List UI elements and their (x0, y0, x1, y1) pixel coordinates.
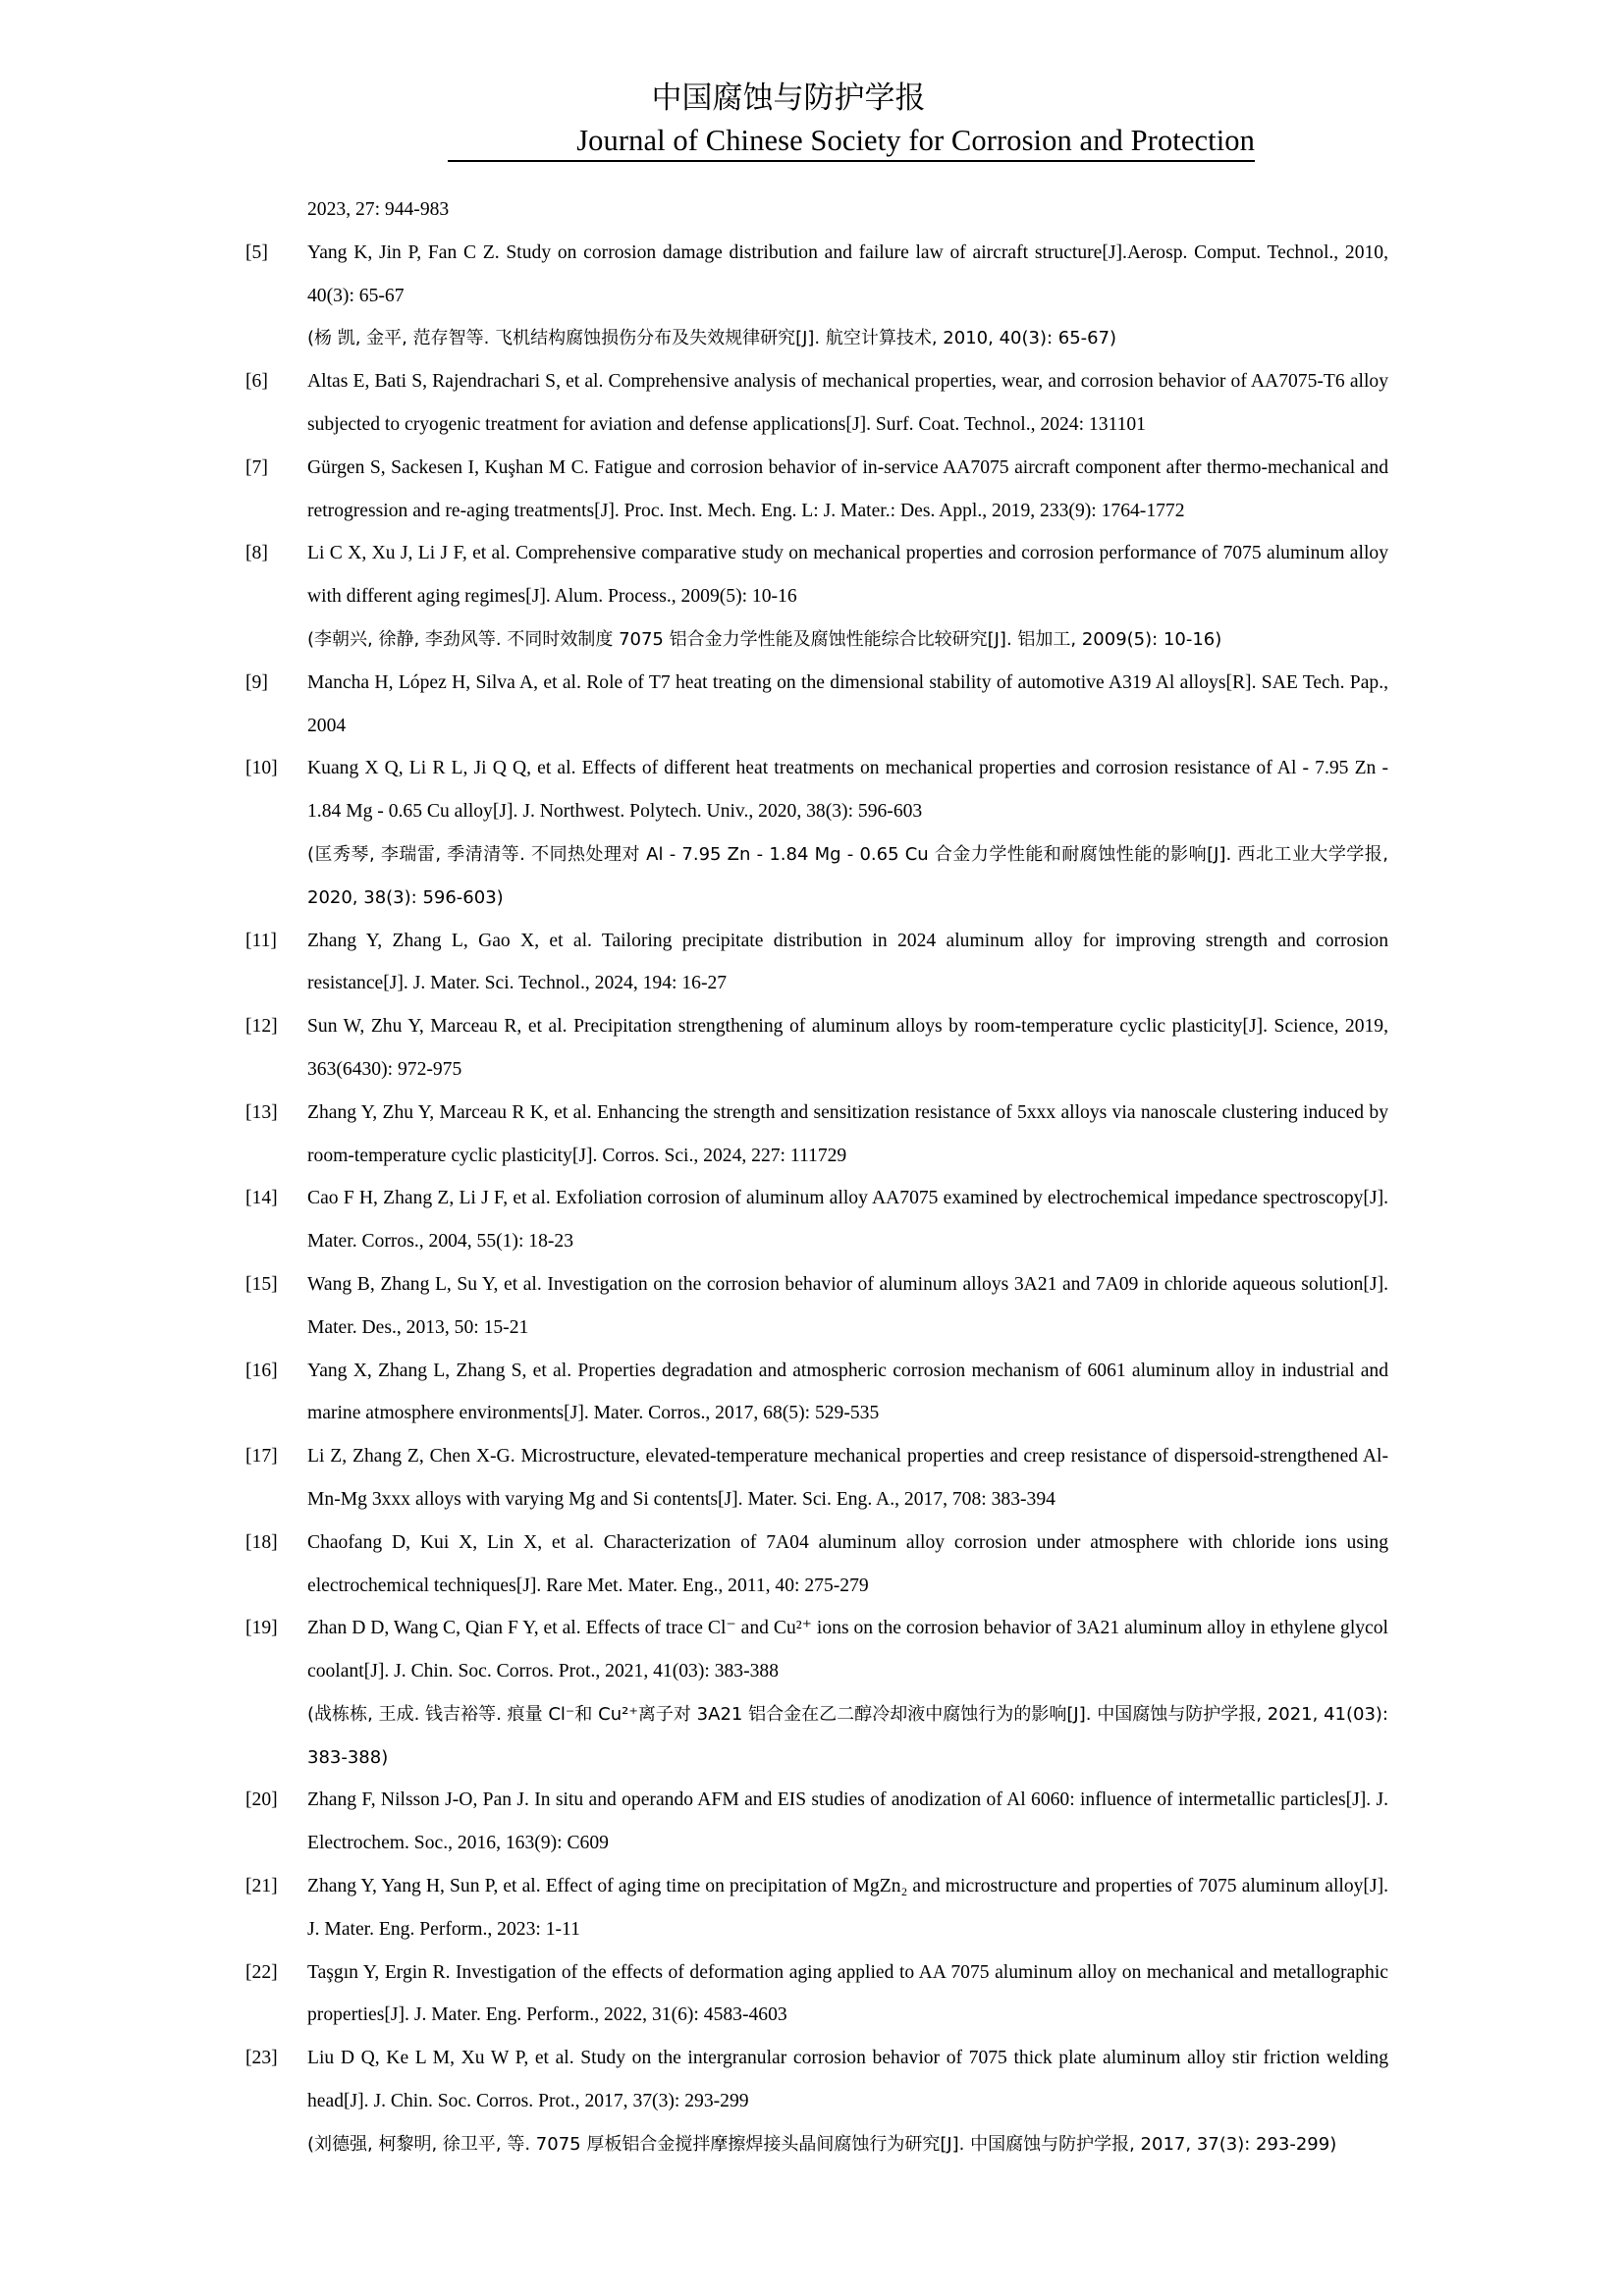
reference-item (245, 1779, 1388, 1865)
reference-text: Li C X, Xu J, Li J F, et al. Comprehensive comparative study on mechanical properties and corrosion performance of 7075 aluminum alloy with different aging regimes[J]. Alum. Process., 2009(5): 10-16 (307, 543, 1388, 608)
reference-text: Mancha H, López H, Silva A, et al. Role of T7 heat treating on the dimensional stability of automotive A319 Al alloys[R]. SAE Tech. Pap., 2004 (307, 671, 1388, 736)
reference-text: Zhang Y, Zhang L, Gao X, et al. Tailoring precipitate distribution in 2024 aluminum alloy for improving strength and corrosion resistance[J]. J. Mater. Sci. Technol., 2024, 194: 16-27 (307, 930, 1388, 994)
reference-text: Yang K, Jin P, Fan C Z. Study on corrosion damage distribution and failure law of aircraft structure[J].Aerosp. Comput. Technol., 2010, 40(3): 65-67 (307, 241, 1388, 306)
reference-number: [7] (245, 456, 268, 478)
reference-text: Chaofang D, Kui X, Lin X, et al. Characterization of 7A04 aluminum alloy corrosion under atmosphere with chloride ions using electrochemical techniques[J]. Rare Met. Mater. Eng., 2011, 40: 275-279 (307, 1531, 1388, 1596)
reference-number: [19] (245, 1618, 278, 1639)
reference-item (245, 1522, 1388, 1608)
reference-item (245, 1607, 1388, 1779)
reference-number: [9] (245, 671, 268, 693)
reference-number: [11] (245, 930, 277, 951)
reference-text: Liu D Q, Ke L M, Xu W P, et al. Study on the intergranular corrosion behavior of 7075 thick plate aluminum alloy stir friction welding head[J]. J. Chin. Soc. Corros. Prot., 2017, 37(3): 293-299 (307, 2048, 1388, 2112)
reference-item (245, 447, 1388, 533)
reference-item (245, 1951, 1388, 2038)
reference-list (245, 188, 1388, 2166)
reference-text: Taşgın Y, Ergin R. Investigation of the effects of deformation aging applied to AA 7075 aluminum alloy on mechanical and metallographic properties[J]. J. Mater. Eng. Perform., 2022, 31(6): 4583-4603 (307, 1961, 1388, 2026)
reference-text: Altas E, Bati S, Rajendrachari S, et al. Comprehensive analysis of mechanical properties, wear, and corrosion behavior of AA7075-T6 alloy subjected to cryogenic treatment for aviation and defense applications[J]. Surf. Coat. Technol., 2024: 131101 (307, 371, 1388, 435)
page-header (0, 79, 1624, 167)
reference-items (245, 232, 1388, 2166)
reference-item (245, 2037, 1388, 2165)
reference-text: Li Z, Zhang Z, Chen X-G. Microstructure, elevated-temperature mechanical properties and creep resistance of dispersoid-strengthened Al-Mn-Mg 3xxx alloys with varying Mg and Si contents[J]. Mater. Sci. Eng. A., 2017, 708: 383-394 (307, 1446, 1388, 1510)
reference-text: Kuang X Q, Li R L, Ji Q Q, et al. Effects of different heat treatments on mechanical properties and corrosion resistance of Al - 7.95 Zn - 1.84 Mg - 0.65 Cu alloy[J]. J. Northwest. Polytech. Univ., 2020, 38(3): 596-603 (307, 758, 1388, 823)
reference-item (245, 1350, 1388, 1436)
reference-number: [21] (245, 1876, 278, 1897)
reference-item (245, 662, 1388, 748)
reference-number: [20] (245, 1789, 278, 1811)
reference-number: [13] (245, 1101, 278, 1123)
reference-item (245, 1865, 1388, 1951)
reference-number: [17] (245, 1446, 278, 1468)
reference-item (245, 747, 1388, 919)
reference-text-cn: (刘德强, 柯黎明, 徐卫平, 等. 7075 厚板铝合金搅拌摩擦焊接头晶间腐蚀行为研究[J]. 中国腐蚀与防护学报, 2017, 37(3): 293-299) (307, 2133, 1337, 2155)
reference-text-cn: (战栋栋, 王成. 钱吉裕等. 痕量 Cl⁻和 Cu²⁺离子对 3A21 铝合金在乙二醇冷却液中腐蚀行为的影响[J]. 中国腐蚀与防护学报, 2021, 41(03): 383-388) (307, 1703, 1388, 1768)
reference-text: Wang B, Zhang L, Su Y, et al. Investigation on the corrosion behavior of aluminum alloys 3A21 and 7A09 in chloride aqueous solution[J]. Mater. Des., 2013, 50: 15-21 (307, 1273, 1388, 1338)
reference-text: Cao F H, Zhang Z, Li J F, et al. Exfoliation corrosion of aluminum alloy AA7075 examined by electrochemical impedance spectroscopy[J]. Mater. Corros., 2004, 55(1): 18-23 (307, 1188, 1388, 1253)
reference-item (245, 1177, 1388, 1263)
reference-number: [12] (245, 1016, 278, 1038)
reference-number: [18] (245, 1531, 278, 1553)
reference-text-cn: (匡秀琴, 李瑞雷, 季清清等. 不同热处理对 Al - 7.95 Zn - 1.84 Mg - 0.65 Cu 合金力学性能和耐腐蚀性能的影响[J]. 西北工业大学学报, 2020, 38(3): 596-603) (307, 843, 1388, 908)
reference-item (245, 532, 1388, 661)
reference-number: [10] (245, 758, 278, 779)
reference-text-cn: (李朝兴, 徐静, 李劲风等. 不同时效制度 7075 铝合金力学性能及腐蚀性能综合比较研究[J]. 铝加工, 2009(5): 10-16) (307, 628, 1222, 650)
reference-text: Zhang Y, Zhu Y, Marceau R K, et al. Enhancing the strength and sensitization resistance of 5xxx alloys via nanoscale clustering induced by room-temperature cyclic plasticity[J]. Corros. Sci., 2024, 227: 111729 (307, 1101, 1388, 1166)
reference-text: Zhan D D, Wang C, Qian F Y, et al. Effects of trace Cl⁻ and Cu²⁺ ions on the corrosion behavior of 3A21 aluminum alloy in ethylene glycol coolant[J]. J. Chin. Soc. Corros. Prot., 2021, 41(03): 383-388 (307, 1618, 1388, 1682)
reference-number: [22] (245, 1961, 278, 1983)
journal-title-cn: 中国腐蚀与防护学报 (651, 80, 926, 116)
reference-number: [16] (245, 1360, 278, 1381)
reference-text-cn: (杨 凯, 金平, 范存智等. 飞机结构腐蚀损伤分布及失效规律研究[J]. 航空计算技术, 2010, 40(3): 65-67) (307, 328, 1117, 349)
reference-number: [8] (245, 543, 268, 564)
reference-item (245, 1005, 1388, 1092)
reference-item (245, 1092, 1388, 1178)
reference-number: [23] (245, 2048, 278, 2069)
reference-continued: 2023, 27: 944-983 (307, 199, 450, 220)
reference-item (245, 360, 1388, 447)
reference-text: Zhang Y, Yang H, Sun P, et al. Effect of aging time on precipitation of MgZn₂ and microstructure and properties of 7075 aluminum alloy[J]. J. Mater. Eng. Perform., 2023: 1-11 (307, 1876, 1388, 1940)
reference-number: [14] (245, 1188, 278, 1209)
reference-text: Sun W, Zhu Y, Marceau R, et al. Precipitation strengthening of aluminum alloys by room-temperature cyclic plasticity[J]. Science, 2019, 363(6430): 972-975 (307, 1016, 1388, 1080)
reference-text: Yang X, Zhang L, Zhang S, et al. Properties degradation and atmospheric corrosion mechanism of 6061 aluminum alloy in industrial and marine atmosphere environments[J]. Mater. Corros., 2017, 68(5): 529-535 (307, 1360, 1388, 1424)
reference-number: [5] (245, 241, 268, 263)
reference-number: [15] (245, 1273, 278, 1295)
reference-text: Zhang F, Nilsson J-O, Pan J. In situ and operando AFM and EIS studies of anodization of Al 6060: influence of intermetallic particles[J]. J. Electrochem. Soc., 2016, 163(9): C609 (307, 1789, 1388, 1854)
journal-title-en: Journal of Chinese Society for Corrosion and Protection (448, 122, 1255, 162)
reference-text: Gürgen S, Sackesen I, Kuşhan M C. Fatigue and corrosion behavior of in-service AA7075 aircraft component after thermo-mechanical and retrogression and re-aging treatments[J]. Proc. Inst. Mech. Eng. L: J. Mater.: Des. Appl., 2019, 233(9): 1764-1772 (307, 456, 1388, 521)
reference-item (245, 1263, 1388, 1350)
reference-item (245, 1435, 1388, 1522)
reference-number: [6] (245, 371, 268, 393)
reference-item (245, 232, 1388, 360)
reference-item (245, 920, 1388, 1006)
